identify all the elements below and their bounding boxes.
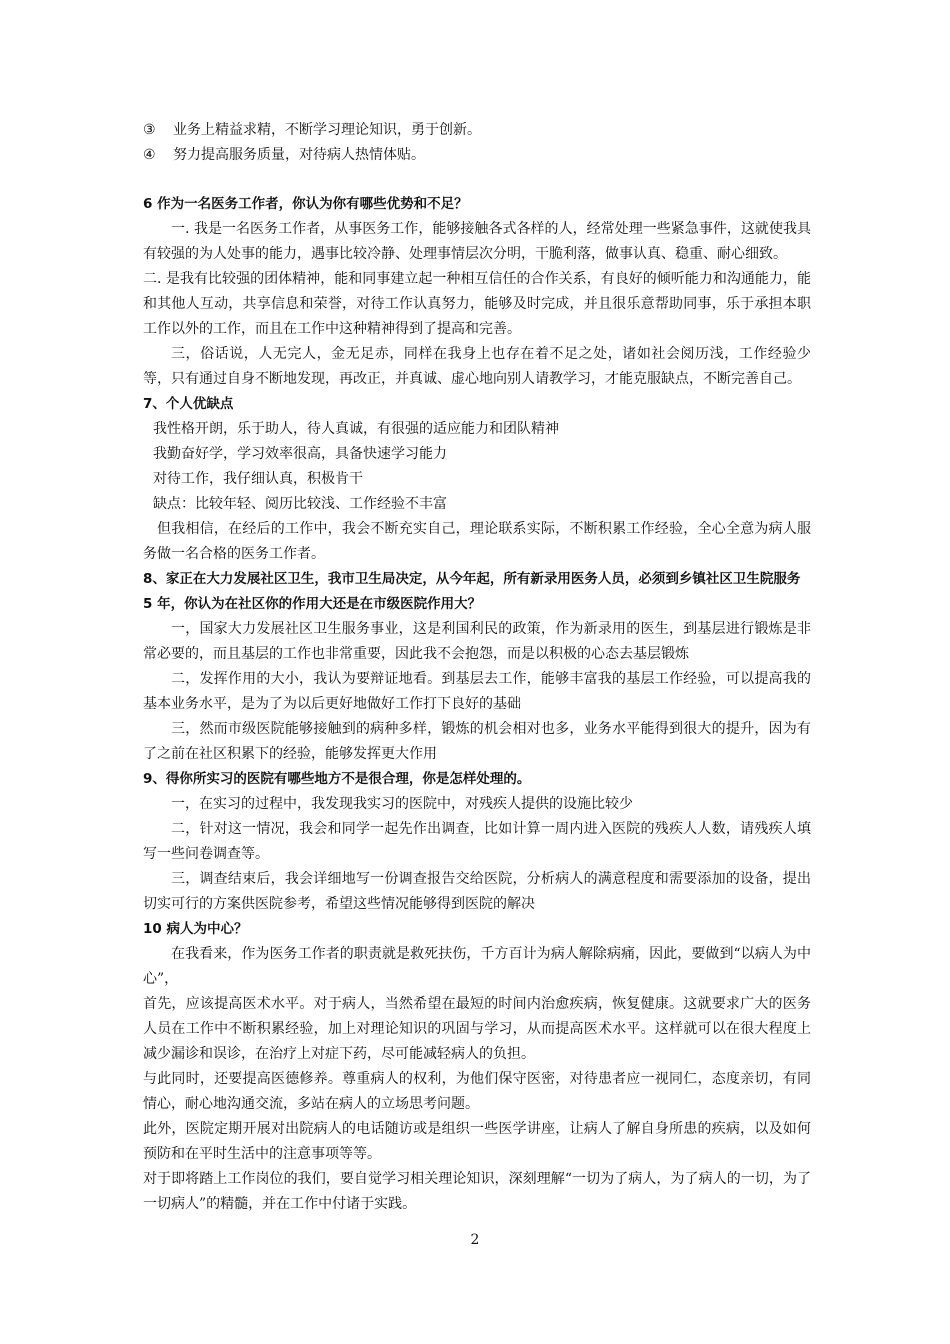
q9-paragraph-2: 二，针对这一情况，我会和同学一起先作出调查，比如计算一周内进入医院的残疾人人数，请残疾人填写一些问卷调查等。 xyxy=(143,821,811,862)
list-text: 努力提高服务质量，对待病人热情体贴。 xyxy=(173,147,425,163)
list-number: ③ xyxy=(143,122,156,138)
page-content xyxy=(143,118,811,1217)
q10-paragraph-3: 与此同时，还要提高医德修养。尊重病人的权利，为他们保守医密，对待患者应一视同仁，态度亲切，有同情心，耐心地沟通交流，多站在病人的立场思考问题。 xyxy=(143,1071,811,1112)
list-item xyxy=(143,143,811,168)
page-number: 2 xyxy=(470,1232,480,1248)
list-item xyxy=(143,118,811,143)
q8-paragraph-2: 二，发挥作用的大小，我认为要辩证地看。到基层去工作，能够丰富我的基层工作经验，可以提高我的基本业务水平，是为了为以后更好地做好工作打下良好的基础 xyxy=(143,671,811,712)
question-10-heading: 10 病人为中心？ xyxy=(143,921,248,937)
q10-paragraph-1: 在我看来，作为医务工作者的职责就是救死扶伤，千方百计为病人解除病痛，因此，要做到“以病人为中心”， xyxy=(143,946,811,987)
q6-paragraph-1: 一. 我是一名医务工作者，从事医务工作，能够接触各式各样的人，经常处理一些紧急事件，这就使我具有较强的为人处事的能力，遇事比较冷静、处理事情层次分明，干脆利落，做事认真、稳重、耐心细致。 xyxy=(143,221,811,262)
q6-paragraph-3: 三，俗话说，人无完人，金无足赤，同样在我身上也存在着不足之处，诸如社会阅历浅，工作经验少等，只有通过自身不断地发现，再改正，并真诚、虚心地向别人请教学习，才能克服缺点，不断完善自己。 xyxy=(143,346,811,387)
q7-line-3: 对待工作，我仔细认真，积极肯干 xyxy=(153,471,363,487)
q8-paragraph-1: 一，国家大力发展社区卫生服务事业，这是利国利民的政策，作为新录用的医生，到基层进行锻炼是非常必要的，而且基层的工作也非常重要，因此我不会抱怨，而是以积极的心态去基层锻炼 xyxy=(143,621,811,662)
question-9-heading: 9、得你所实习的医院有哪些地方不是很合理，你是怎样处理的。 xyxy=(143,771,531,787)
q10-paragraph-2: 首先，应该提高医术水平。对于病人，当然希望在最短的时间内治愈疾病，恢复健康。这就要求广大的医务人员在工作中不断积累经验，加上对理论知识的巩固与学习，从而提高医术水平。这样就可以在很大程度上减少漏诊和误诊，在治疗上对症下药，尽可能减轻病人的负担。 xyxy=(143,996,811,1062)
question-8-heading: 8、家正在大力发展社区卫生，我市卫生局决定，从今年起，所有新录用医务人员，必须到乡镇社区卫生院服务 5 年，你认为在社区你的作用大还是在市级医院作用大？ xyxy=(143,571,801,612)
q10-paragraph-4: 此外，医院定期开展对出院病人的电话随访或是组织一些医学讲座，让病人了解自身所患的疾病，以及如何预防和在平时生活中的注意事项等等。 xyxy=(143,1121,811,1162)
q9-paragraph-3: 三，调查结束后，我会详细地写一份调查报告交给医院，分析病人的满意程度和需要添加的设备，提出切实可行的方案供医院参考，希望这些情况能够得到医院的解决 xyxy=(143,871,811,912)
q7-line-2: 我勤奋好学，学习效率很高，具备快速学习能力 xyxy=(153,446,447,462)
q6-paragraph-2: 二. 是我有比较强的团体精神，能和同事建立起一种相互信任的合作关系，有良好的倾听能力和沟通能力，能和其他人互动，共享信息和荣誉，对待工作认真努力，能够及时完成，并且很乐意帮助同事，乐于承担本职工作以外的工作，而且在工作中这种精神得到了提高和完善。 xyxy=(143,271,811,337)
question-7-heading: 7、个人优缺点 xyxy=(143,396,234,412)
list-text: 业务上精益求精，不断学习理论知识，勇于创新。 xyxy=(173,122,481,138)
q7-line-1: 我性格开朗，乐于助人，待人真诚，有很强的适应能力和团队精神 xyxy=(153,421,559,437)
q10-paragraph-5: 对于即将踏上工作岗位的我们，要自觉学习相关理论知识，深刻理解“一切为了病人，为了病人的一切，为了一切病人”的精髓，并在工作中付诸于实践。 xyxy=(143,1171,811,1212)
q7-paragraph-5: 但我相信，在经后的工作中，我会不断充实自己，理论联系实际，不断积累工作经验，全心全意为病人服务做一名合格的医务工作者。 xyxy=(143,521,811,562)
q7-line-4: 缺点：比较年轻、阅历比较浅、工作经验不丰富 xyxy=(153,496,447,512)
q8-paragraph-3: 三，然而市级医院能够接触到的病种多样，锻炼的机会相对也多，业务水平能得到很大的提升，因为有了之前在社区积累下的经验，能够发挥更大作用 xyxy=(143,721,811,762)
spacer xyxy=(143,168,811,192)
list-number: ④ xyxy=(143,147,156,163)
q9-paragraph-1: 一，在实习的过程中，我发现我实习的医院中，对残疾人提供的设施比较少 xyxy=(171,796,633,812)
question-6-heading: 6 作为一名医务工作者，你认为你有哪些优势和不足？ xyxy=(143,196,468,212)
